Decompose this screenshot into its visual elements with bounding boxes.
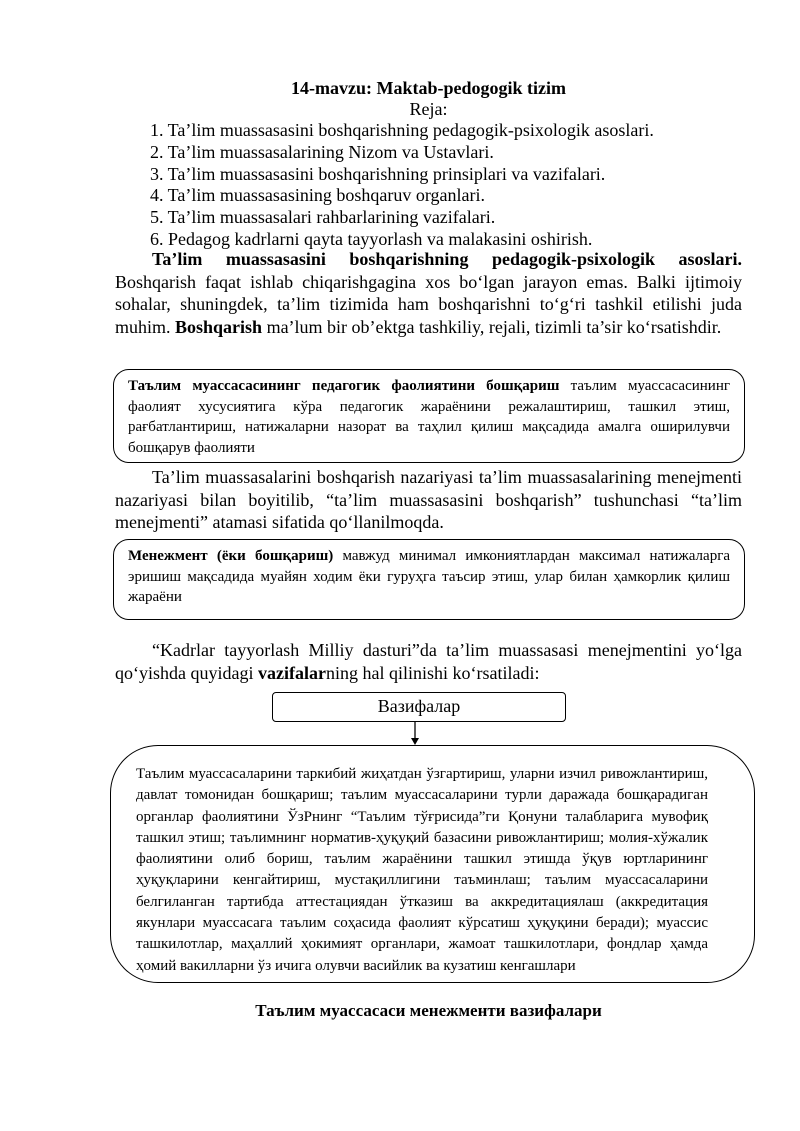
definition-term: Таълим муассасасининг педагогик фаолиятини бошқариш	[128, 378, 560, 394]
paragraph-text: “Kadrlar tayyorlash Milliy dasturi”da ta’lim muassasasi menejmentini yo‘lga qo‘yishda quyidagi	[115, 640, 742, 683]
diagram-caption: Таълим муассасаси менежменти вазифалари	[255, 1001, 602, 1020]
definition-box-management	[113, 369, 745, 463]
theory-paragraph	[115, 466, 742, 534]
section-heading-bold: Ta’lim muassasasini boshqarishning pedagogik-psixologik asoslari.	[152, 249, 742, 269]
plan-item: 2. Ta’lim muassasalarining Nizom va Ustavlari.	[150, 141, 494, 162]
tasks-diagram-header: Вазифалар	[272, 692, 566, 722]
plan-item: 3. Ta’lim muassasasini boshqarishning prinsiplari va vazifalari.	[150, 163, 606, 184]
connector-arrow	[405, 722, 425, 746]
plan-heading: Reja:	[409, 99, 448, 119]
paragraph-text: Boshqarish faqat ishlab chiqarishgagina xos bo‘lgan jarayon emas. Balki ijtimoiy sohalar, shuningdek, ta’lim tizimida ham boshqarishni to‘g‘ri tashkil etilishi juda muhim.	[115, 271, 742, 337]
paragraph-text: ma’lum bir ob’ektga tashkiliy, rejali, tizimli ta’sir ko‘rsatishdir.	[262, 316, 722, 337]
program-paragraph	[115, 639, 742, 684]
term-bold: vazifalar	[257, 662, 326, 683]
page-title: 14-mavzu: Maktab-pedogogik tizim	[291, 78, 566, 98]
definition-term: Менежмент (ёки бошқариш)	[128, 548, 334, 564]
plan-item: 5. Ta’lim muassasalari rahbarlarining vazifalari.	[150, 207, 496, 228]
plan-list	[150, 120, 750, 251]
definition-box-menejment	[113, 539, 745, 620]
tasks-diagram-body: Таълим муассасаларини таркибий жиҳатдан ўзгартириш, уларни изчил ривожлантириш, давлат томонидан бошқариш; таълим муассасаларини турли даражада бошқарадиган органлар фаолиятини ЎзРнинг “Таълим тўғрисида”ги Қонуни талабларига мувофиқ ташкил этиш; таълимнинг норматив-ҳуқуқий базасини ривожлантириш; молия-хўжалик фаолиятини олиб бориш, таълим жараёнини ташкил этишда ўқув юртларининг ҳуқуқларини кенгайтириш, мустақиллигини таъминлаш; таълим муассасаларини белгиланган тартибда аттестациядан ўтказиш ва аккредитациялаш (аккредитация якунлари муассасага таълим соҳасида фаолият кўрсатиш ҳуқуқини беради); муассис ташкилотлар, маҳаллий ҳокимият органлари, жамоат ташкилотлари, фондлар ҳамда ҳомий вакилларни ўз ичига олувчи васийлик ва кузатиш кенгашлари	[110, 745, 755, 983]
plan-item: 6. Pedagog kadrlarni qayta tayyorlash va malakasini oshirish.	[150, 228, 593, 249]
plan-item: 1. Ta’lim muassasasini boshqarishning pedagogik-psixologik asoslari.	[150, 120, 654, 140]
term-bold: Boshqarish	[175, 316, 263, 337]
plan-item: 4. Ta’lim muassasasining boshqaruv organlari.	[150, 185, 486, 206]
paragraph-text: Ta’lim muassasalarini boshqarish nazariyasi ta’lim muassasalarining menejmenti nazariyasi bilan boyitilib, “ta’lim muassasasini boshqarish” tushunchasi “ta’lim menejmenti” atamasi sifatida qo‘llanilmoqda.	[115, 467, 742, 532]
definition-text: таълим муассасасининг фаолият хусусиятига кўра педагогик жараёнини режалаштириш, ташкил этиш, рағбатлантириш, натижаларни назорат ва таҳлил қилиш мақсадида амалга оширилувчи бошқарув фаолияти	[128, 378, 730, 456]
intro-paragraph	[115, 248, 742, 338]
paragraph-text: ning hal qilinishi ko‘rsatiladi:	[325, 662, 540, 683]
definition-text: мавжуд минимал имкониятлардан максимал натижаларга эришиш мақсадида муайян ходим ёки гуруҳга таъсир этиш, улар билан ҳамкорлик қилиш жараёни	[128, 548, 731, 605]
